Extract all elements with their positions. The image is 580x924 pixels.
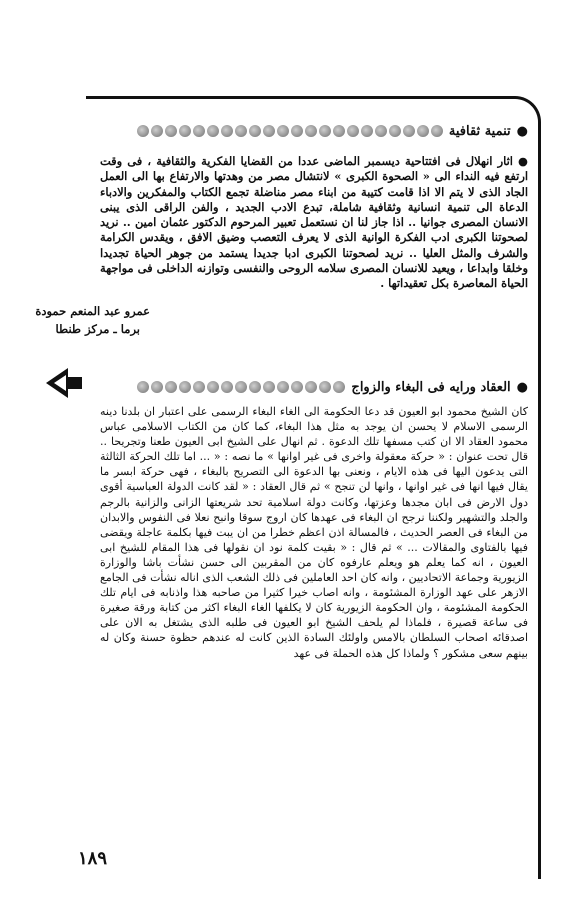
article-paragraph: ● اثار انهلال فى افتتاحية ديسمبر الماضى عددا من القضايا الفكرية والثقافية ، فى وقت ارتفع فيه النداء الى « الصحوة الكبرى » لانتشال مصر من وهدتها والارتفاع بها الى العمل الجاد الذى لا يتم الا اذا قامت كتيبة من ابناء مصر مناضلة تجمع الكتاب والمفكرين والادباء الدعاة الى تنمية انسانية وثقافية شاملة، تبدع الادب الجديد ، والفن الراقى الذى يبنى الانسان المصرى جوانيا .. اذا جاز لنا ان نستعمل تعبير المرحوم الدكتور عثمان امين .. نريد لصحوتنا الكبرى ادب الفكرة الوانية الذى لا يعرف التعصب وضيق الافق ، ويقدس الكرامة والشرف والمثل العليا .. نريد لصحوتنا الكبرى ادبا جديدا يستمد من جوهر الحياة تجديدا وخلقا وابداعا ، ويعيد للانسان المصرى سلامه الروحى والنفسى وتوازنه الداخلى فى مواجهة الحياة المعاصرة بكل تعقيداتها . (100, 154, 528, 291)
author-name: عمرو عبد المنعم حمودة (35, 304, 150, 318)
section-header-aqqad (130, 376, 528, 398)
decorative-dots (137, 125, 443, 137)
arrow-left-icon (44, 366, 84, 400)
section-title: العقاد ورايه فى البغاء والزواج (351, 379, 511, 395)
page-number: ١٨٩ (78, 848, 108, 869)
section-header-cultural (130, 120, 528, 142)
article-body-cultural (100, 154, 528, 292)
section-title: تنمية ثقافية (448, 123, 511, 139)
author-location: برما ـ مركز طنطا (55, 322, 140, 336)
decorative-dots (137, 381, 345, 393)
article-paragraph: كان الشيخ محمود ابو العيون قد دعا الحكومة الى الغاء البغاء الرسمى على اعتبار ان بلدنا دينه الرسمى الاسلام لا يحسن ان يوجد به مثل هذا البغاء، كما كان من الكتاب الاسلامى عباس محمود العقاد الا ان كتب مسفها تلك الدعوة . ثم انهال على الشيخ ابى العيون طعنا وتجريحا .. قال تحت عنوان : « حركة معقولة واخرى فى غير اوانها » ما نصه : « ... اما تلك الحركة الثالثة التى يدعون اليها فى هذه الايام ، ونعنى بها الدعوة الى التصريح بالبغاء ، فهى حركة ابسر ما يقال فيها انها فى غير اوانها ، وانها لن تنجح » ثم قال العقاد : « لقد كانت الدولة العباسية أقوى دول الارض فى ابان مجدها وعزتها، وكانت دولة اسلامية تحد شريعتها الزانى والزانية بالرجم والجلد والتشهير ولكننا نرجح ان البغاء فى عهدها كان اروج سوقا وانبح نعلا فى النفوس والابدان من البغاء فى العصر الحديث ، فالمسالة اذن اعظم خطرا من ان يبت فيها بكلمة عاجلة ويقضى فيها بالفتاوى والمقالات ... » ثم قال : « بقيت كلمة نود ان نقولها فى هذا المقام للشيخ ابى العيون ، انه كما يعلم هو ويعلم عارفوه كان من المقربين الى حسن نشأت باشا والوزارة الزيورية وجماعة الاتحاديين ، وانه كان احد العاملين فى ذلك الشعب الذى اناله نشأت فى الجامع الازهر على عهد الوزارة المشئومة ، وانه اصاب خيرا كثيرا من صاحبه هذا واذنابه فى ايام تلك الحكومة المشئومة ، وان الحكومة الزيورية كان لا يكلفها الغاء البغاء اكثر من كتابة ورقة صغيرة فى ساعة قصيرة ، فلماذا لم يلحف الشيخ ابو العيون فى طلبه الذى يشتغل به الان على اصدقائه اصحاب السلطان بالامس واولئك السادة الذين كانت له عندهم حظوة حسنة وكان له بينهم سعى مشكور ؟ ولماذا كل هذه الحملة فى عهد (100, 405, 528, 660)
article-body-aqqad (100, 404, 528, 661)
bullet-icon: ● (516, 123, 528, 139)
bullet-icon: ● (516, 379, 528, 395)
